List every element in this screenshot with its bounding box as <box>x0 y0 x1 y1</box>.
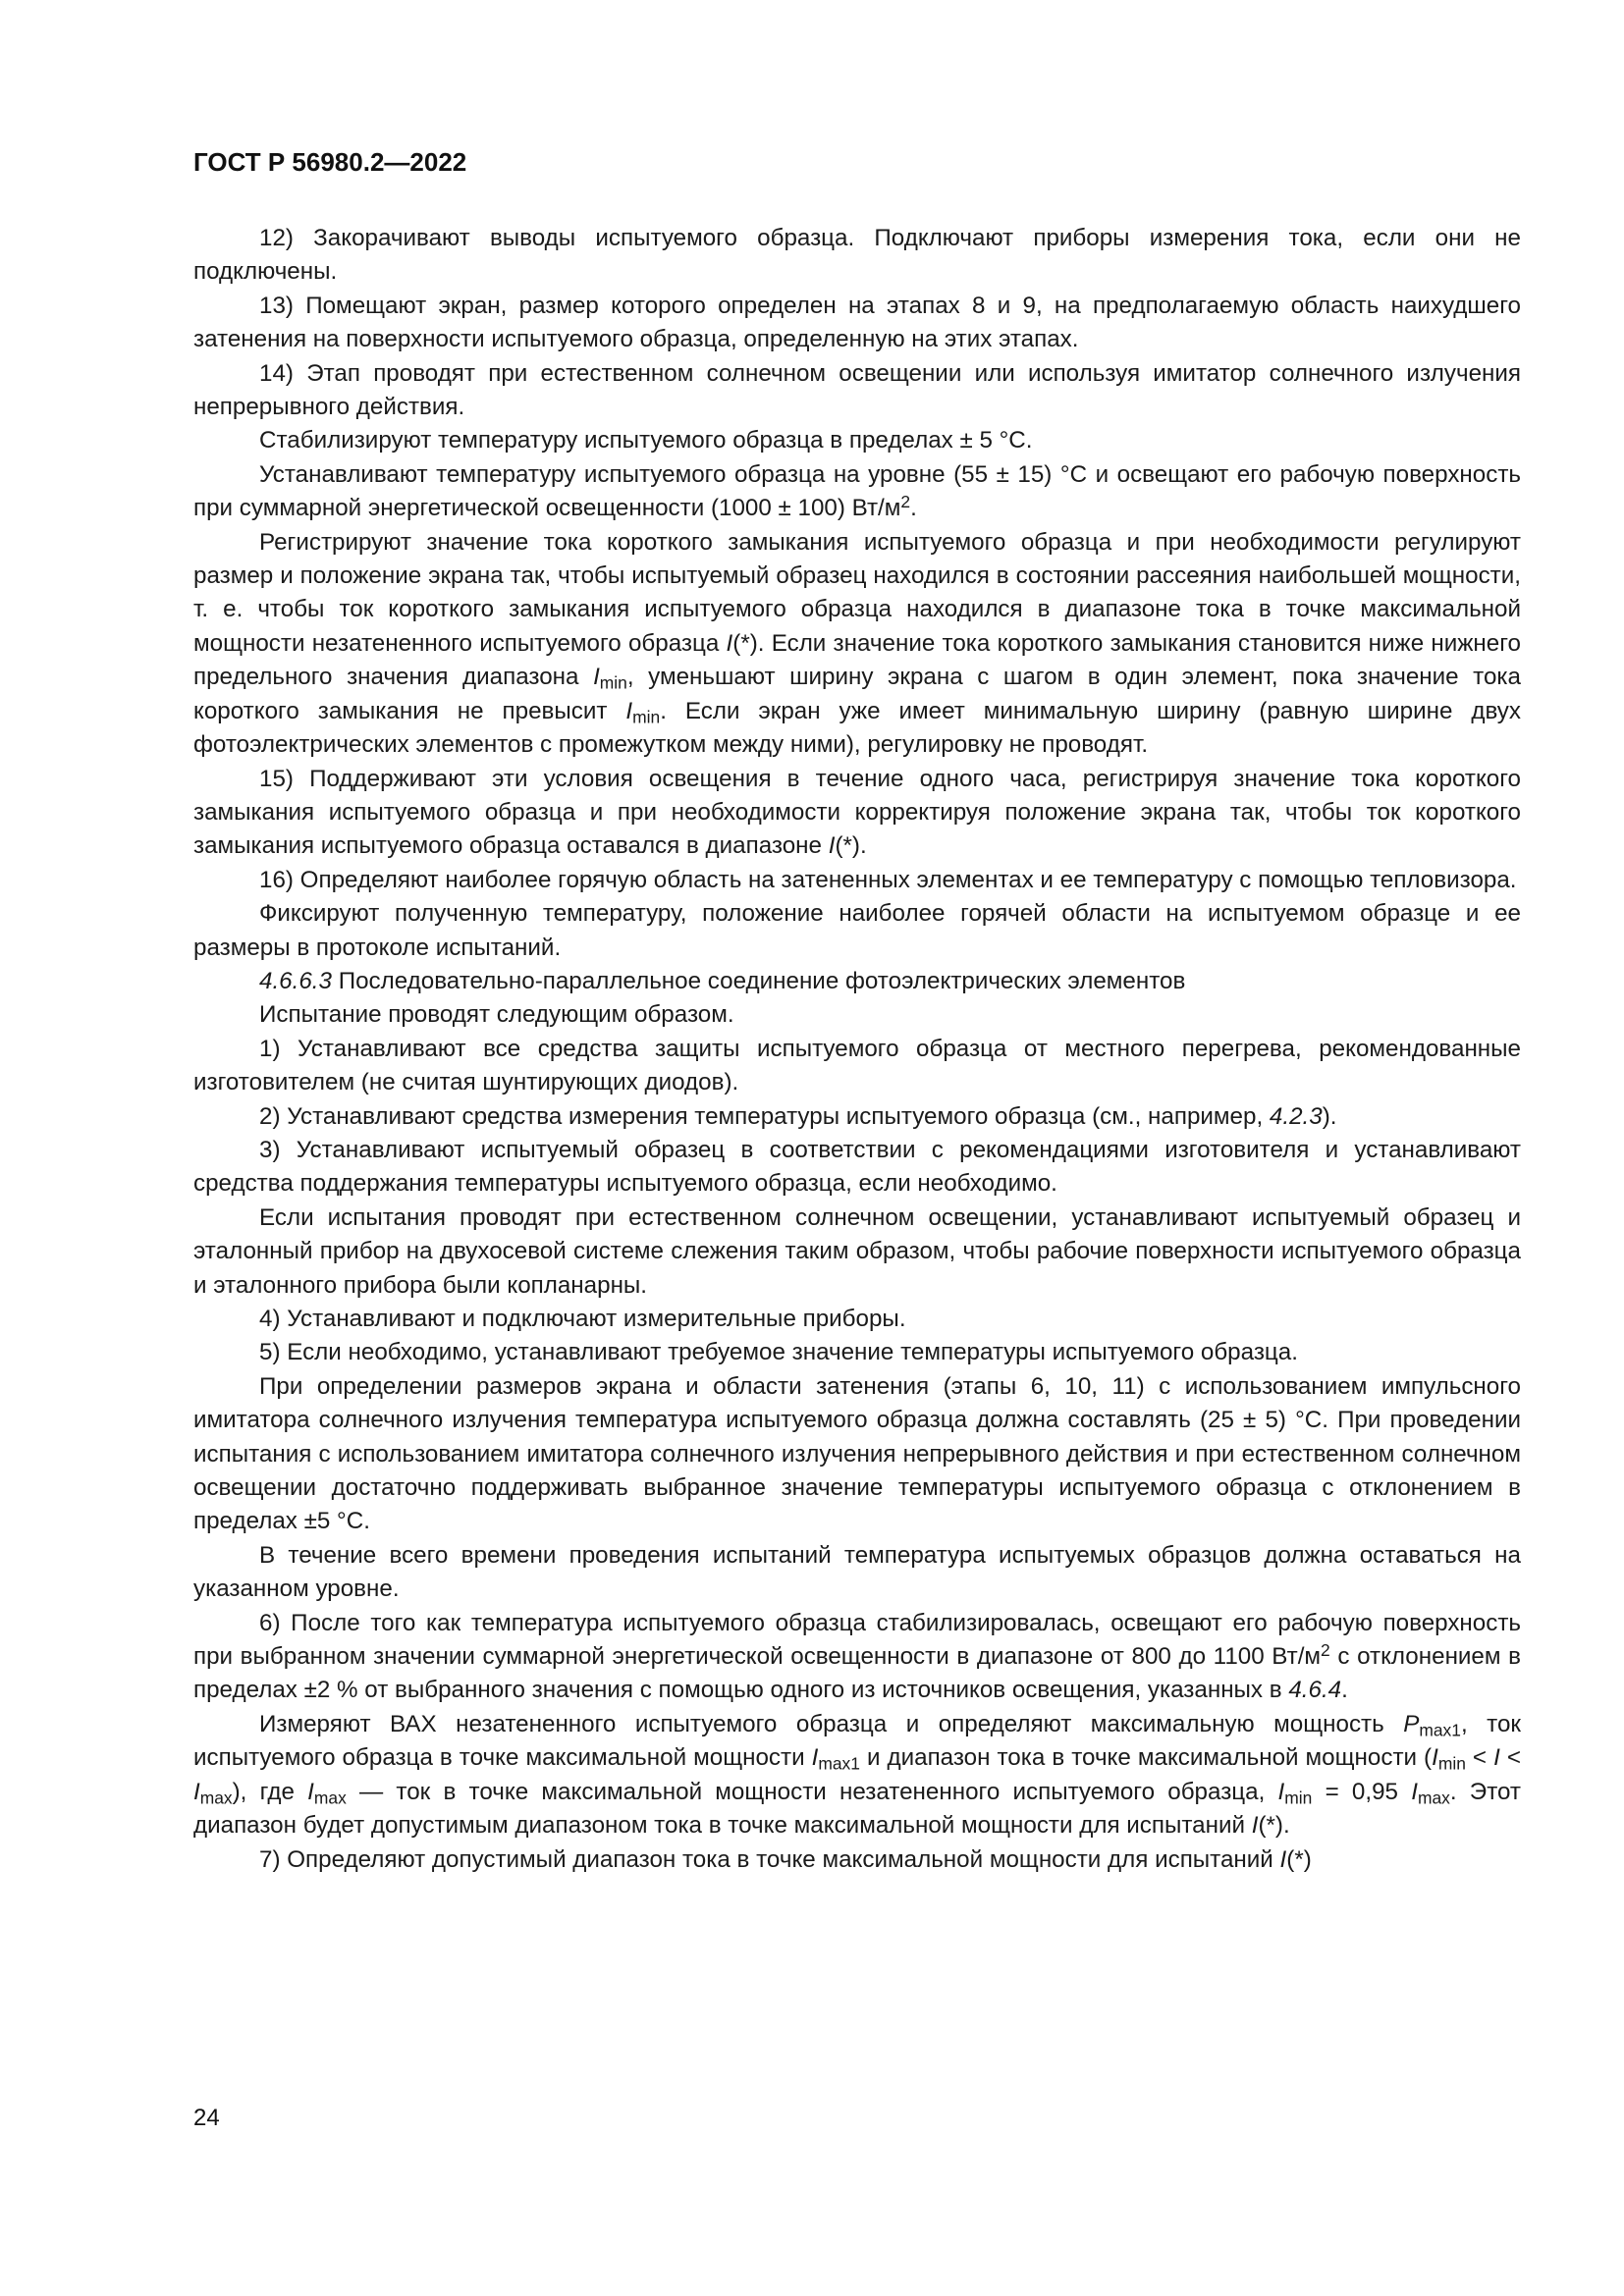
italic-run: I <box>1277 1778 1285 1805</box>
text-run: = 0,95 <box>1312 1778 1412 1805</box>
paragraph <box>193 1336 1521 1369</box>
italic-run: I <box>625 697 633 724</box>
italic-run: I <box>828 832 836 860</box>
paragraph <box>193 864 1521 897</box>
text-run: с отклонением в пределах ±2 % от выбранного значения с помощью одного из источников освещения, указанных в <box>193 1643 1521 1704</box>
text-run: . <box>1341 1677 1348 1704</box>
italic-run: I <box>1251 1812 1259 1840</box>
text-run: . Этот диапазон будет допустимым диапазоном тока в точке максимальной мощности для испытаний <box>193 1778 1521 1840</box>
paragraph <box>193 1201 1521 1303</box>
text-run: Испытание проводят следующим образом. <box>259 1001 734 1029</box>
document-header: ГОСТ Р 56980.2—2022 <box>193 147 467 177</box>
subscript: min <box>632 707 661 727</box>
text-run: Фиксируют полученную температуру, положение наиболее горячей области на испытуемом образце и ее размеры в протоколе испытаний. <box>193 900 1521 961</box>
text-run: ). <box>1322 1102 1337 1130</box>
paragraph <box>193 1843 1521 1877</box>
paragraph <box>193 897 1521 965</box>
italic-run: I <box>726 629 733 657</box>
subscript: max1 <box>1419 1720 1461 1740</box>
italic-run: I <box>1411 1778 1418 1805</box>
text-run: ), где <box>232 1778 308 1805</box>
subscript: min <box>1437 1753 1466 1774</box>
text-run: Стабилизируют температуру испытуемого образца в пределах ± 5 °С. <box>259 427 1033 454</box>
text-run: 7) Определяют допустимый диапазон тока в точке максимальной мощности для испытаний <box>259 1845 1280 1873</box>
italic-run: 4.2.3 <box>1269 1102 1323 1130</box>
italic-run: I <box>811 1744 819 1772</box>
paragraph <box>193 965 1521 998</box>
paragraph <box>193 1303 1521 1336</box>
text-run: 13) Помещают экран, размер которого определен на этапах 8 и 9, на предполагаемую область наихудшего затенения на поверхности испытуемого образца, определенную на этих этапах. <box>193 292 1521 353</box>
paragraph <box>193 526 1521 763</box>
subscript: max1 <box>818 1753 860 1774</box>
paragraph <box>193 1100 1521 1134</box>
paragraph <box>193 222 1521 290</box>
text-run: Если испытания проводят при естественном солнечном освещении, устанавливают испытуемый образец и эталонный прибор на двухосевой системе слежения таким образом, чтобы рабочие поверхности испытуемого образца и эталонного прибора были копланарны. <box>193 1203 1521 1299</box>
italic-run: I <box>307 1778 314 1805</box>
text-run: 16) Определяют наиболее горячую область на затененных элементах и ее температуру с помощью тепловизора. <box>259 866 1517 893</box>
paragraph <box>193 458 1521 526</box>
page-number: 24 <box>193 2105 220 2131</box>
text-run: Измеряют ВАХ незатененного испытуемого образца и определяют максимальную мощность <box>259 1710 1404 1737</box>
subscript: min <box>1284 1788 1313 1808</box>
text-run: 2) Устанавливают средства измерения температуры испытуемого образца (см., например, <box>259 1102 1270 1130</box>
superscript: 2 <box>1321 1640 1330 1661</box>
text-run: 5) Если необходимо, устанавливают требуемое значение температуры испытуемого образца. <box>259 1339 1298 1366</box>
italic-run: P <box>1403 1710 1420 1737</box>
text-run: (*). <box>835 832 867 860</box>
document-body <box>193 222 1521 1877</box>
text-run: (*) <box>1286 1845 1312 1873</box>
text-run: . Если экран уже имеет минимальную ширину (равную ширине двух фотоэлектрических элементов с промежутком между ними), регулировку не проводят. <box>193 697 1521 759</box>
text-run: (*). Если значение тока короткого замыкания становится ниже нижнего предельного значения диапазона <box>193 629 1521 691</box>
subscript: max <box>199 1788 233 1808</box>
paragraph <box>193 1607 1521 1708</box>
paragraph <box>193 1539 1521 1607</box>
text-run: 6) После того как температура испытуемого образца стабилизировалась, освещают его рабочую поверхность при выбранном значении суммарной энергетической освещенности в диапазоне от 800 до 1100 Вт/м <box>193 1609 1521 1671</box>
text-run: Последовательно-параллельное соединение фотоэлектрических элементов <box>331 967 1186 994</box>
italic-run: 4.6.6.3 <box>259 967 332 994</box>
italic-run: 4.6.4 <box>1288 1677 1342 1704</box>
text-run: Устанавливают температуру испытуемого образца на уровне (55 ± 15) °С и освещают его рабочую поверхность при суммарной энергетической освещенности (1000 ± 100) Вт/м <box>193 460 1521 522</box>
italic-run: I <box>1432 1744 1438 1772</box>
text-run: и диапазон тока в точке максимальной мощности ( <box>859 1744 1433 1772</box>
paragraph <box>193 998 1521 1032</box>
text-run: 14) Этап проводят при естественном солнечном освещении или используя имитатор солнечного излучения непрерывного действия. <box>193 359 1521 421</box>
paragraph <box>193 1033 1521 1100</box>
text-run: 3) Устанавливают испытуемый образец в соответствии с рекомендациями изготовителя и устанавливают средства поддержания температуры испытуемого образца, если необходимо. <box>193 1136 1521 1198</box>
subscript: max <box>313 1788 347 1808</box>
text-run: — ток в точке максимальной мощности незатененного испытуемого образца, <box>346 1778 1278 1805</box>
paragraph <box>193 357 1521 425</box>
text-run: В течение всего времени проведения испытаний температура испытуемых образцов должна оставаться на указанном уровне. <box>193 1541 1521 1603</box>
italic-run: I <box>1493 1744 1500 1772</box>
italic-run: I <box>593 664 600 691</box>
paragraph <box>193 1370 1521 1539</box>
text-run: 4) Устанавливают и подключают измерительные приборы. <box>259 1306 906 1332</box>
superscript: 2 <box>900 492 911 512</box>
text-run: < <box>1499 1744 1521 1772</box>
text-run: 12) Закорачивают выводы испытуемого образца. Подключают приборы измерения тока, если они не подключены. <box>193 225 1521 286</box>
paragraph <box>193 763 1521 864</box>
text-run: < <box>1465 1744 1494 1772</box>
paragraph <box>193 1708 1521 1843</box>
text-run: (*). <box>1258 1812 1290 1840</box>
paragraph <box>193 424 1521 457</box>
italic-run: I <box>193 1778 200 1805</box>
text-run: , ток испытуемого образца в точке максимальной мощности <box>193 1710 1522 1772</box>
paragraph <box>193 290 1521 357</box>
subscript: min <box>599 672 627 693</box>
paragraph <box>193 1134 1521 1201</box>
text-run: , уменьшают ширину экрана с шагом в один элемент, пока значение тока короткого замыкания не превысит <box>193 664 1521 724</box>
text-run: При определении размеров экрана и области затенения (этапы 6, 10, 11) с использованием импульсного имитатора солнечного излучения температура испытуемого образца должна составлять (25 ± 5) °С. При проведении испытания с использованием имитатора солнечного излучения непрерывного действия и при естественном солнечном освещении достаточно поддерживать выбранное значение температуры испытуемого образца с отклонением в пределах ±5 °С. <box>193 1372 1521 1535</box>
text-run: 15) Поддерживают эти условия освещения в течение одного часа, регистрируя значение тока короткого замыкания испытуемого образца и при необходимости корректируя положение экрана так, чтобы ток короткого замыкания испытуемого образца оставался в диапазоне <box>193 765 1521 860</box>
subscript: max <box>1417 1788 1450 1808</box>
text-run: Регистрируют значение тока короткого замыкания испытуемого образца и при необходимости регулируют размер и положение экрана так, чтобы испытуемый образец находился в состоянии рассеяния наибольшей мощности, т. е. чтобы ток короткого замыкания испытуемого образца находился в диапазоне тока в точке максимальной мощности незатененного испытуемого образца <box>193 528 1521 657</box>
text-run: . <box>910 495 917 522</box>
italic-run: I <box>1279 1845 1287 1873</box>
text-run: 1) Устанавливают все средства защиты испытуемого образца от местного перегрева, рекомендованные изготовителем (не считая шунтирующих диодов). <box>193 1035 1521 1096</box>
